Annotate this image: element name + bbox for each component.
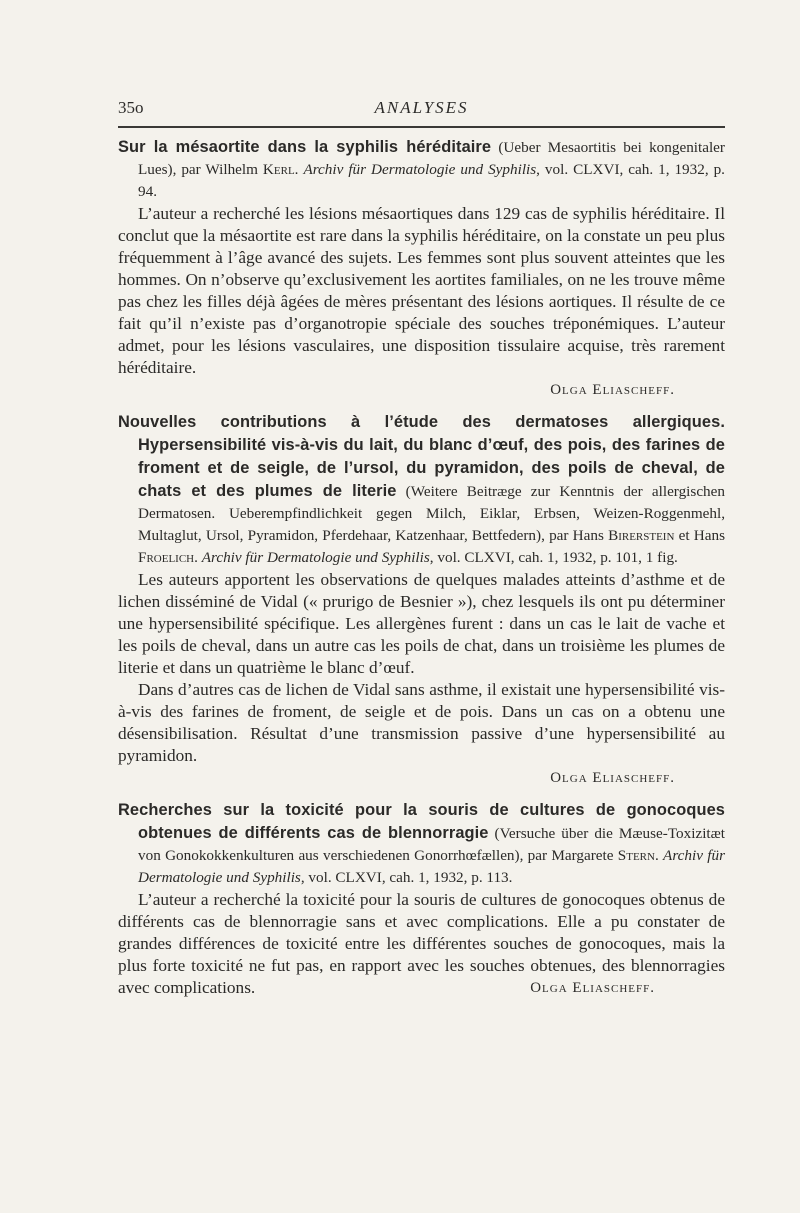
journal-name: Archiv für Dermatologie und Syphilis (201, 549, 430, 566)
author-name: Birerstein (608, 527, 675, 544)
author-name: Kerl (262, 161, 295, 178)
article-citation: Sur la mésaortite dans la syphilis héréditaire (Ueber Mesaortitis bei kongenitaler Lues), par Wilhelm Kerl. Archiv für Dermatologie und Syphilis, vol. CLXVI, cah. 1, 1932, p. 94. (118, 138, 725, 200)
article-3 (118, 799, 725, 999)
journal-name: Archiv für Dermatologie und Syphilis (303, 161, 537, 178)
article-1 (118, 136, 725, 401)
article-citation: Nouvelles contributions à l’étude des dermatoses allergiques. Hypersensibilité vis-à-vis du lait, du blanc d’œuf, des pois, des farines de froment et de seigle, de l’ursol, du pyramidon, des poils de cheval, de chats et des plumes de literie (Weitere Beitræge zur Kenntnis der allergischen Dermatosen. Ueberempfindlichkeit gegen Milch, Eiklar, Erbsen, Weizen-Roggenmehl, Multaglut, Ursol, Pyramidon, Pferdehaar, Katzenhaar, Bettfedern), par Hans Birerstein et Hans Froelich. Archiv für Dermatologie und Syphilis, vol. CLXVI, cah. 1, 1932, p. 101, 1 fig. (118, 413, 725, 566)
article-citation: Recherches sur la toxicité pour la souris de cultures de gonocoques obtenues de différents cas de blennorragie (Versuche über die Mæuse-Toxizitæt von Gonokokkenkulturen aus verschiedenen Gonorrhœfællen), par Margarete Stern. Archiv für Dermatologie und Syphilis, vol. CLXVI, cah. 1, 1932, p. 113. (118, 801, 725, 886)
article-paragraph: Dans d’autres cas de lichen de Vidal sans asthme, il existait une hypersensibilité vis-à-vis des farines de froment, de seigle et de pois. Dans un cas on a obtenu une désensibilisation. Résultat d’une transmission passive d’une hypersensibilité au pyramidon. (118, 680, 725, 765)
author-name: Froelich (138, 549, 195, 566)
article-title: Recherches sur la toxicité pour la souris de cultures de gonocoques obtenues de différents cas de blennorragie (118, 801, 725, 842)
page-number: 35o (118, 98, 144, 117)
running-title: ANALYSES (374, 98, 469, 117)
article-paragraph: L’auteur a recherché les lésions mésaortiques dans 129 cas de syphilis héréditaire. Il conclut que la mésaortite est rare dans la syphilis héréditaire, on la constate un peu plus fréquemment à l’âge avancé des sujets. Les femmes sont plus souvent atteintes que les hommes. On n’observe qu’exclusivement les aortites familiales, on ne les trouve même pas chez les filles déjà âgées de mères présentant des lésions aortiques. Il résulte de ce fait qu’il n’existe pas d’organotropie spéciale des souches tréponémiques. L’auteur admet, pour les lésions vasculaires, une disposition tissulaire acquise, très rarement héréditaire. (118, 204, 725, 377)
article-title: Nouvelles contributions à l’étude des dermatoses allergiques. Hypersensibilité vis-à-vis du lait, du blanc d’œuf, des pois, des farines de froment et de seigle, de l’ursol, du pyramidon, des poils de cheval, de chats et des plumes de literie (118, 413, 725, 500)
article-signature: Olga Eliascheff. (550, 382, 675, 398)
article-title: Sur la mésaortite dans la syphilis héréditaire (118, 138, 492, 156)
article-2 (118, 411, 725, 789)
journal-name: Archiv für Dermatologie und Syphilis (138, 847, 725, 886)
author-name: Stern (617, 847, 655, 864)
article-signature: Olga Eliascheff. (530, 980, 655, 996)
running-head (118, 90, 725, 124)
article-signature: Olga Eliascheff. (550, 770, 675, 786)
article-paragraph: L’auteur a recherché la toxicité pour la souris de cultures de gonocoques obtenus de différents cas de blennorragie sans et avec complications. Elle a pu constater de grandes différences de toxicité entre les différentes souches de gonocoques, mais la plus forte toxicité ne fut pas, en rapport avec les souches obtenues, des blennorragies avec complications. Olga Eliascheff. (118, 890, 725, 997)
article-paragraph: Les auteurs apportent les observations de quelques malades atteints d’asthme et de lichen disséminé de Vidal (« prurigo de Besnier »), chez lesquels ils ont pu déterminer une hypersensibilité spécifique. Les allergènes furent : dans un cas le lait de vache et les poils de cheval, dans un autre cas les poils de chat, dans un troisième les plumes de literie et dans un quatrième le blanc d’œuf. (118, 570, 725, 677)
page (118, 90, 725, 1009)
header-rule (118, 126, 725, 128)
